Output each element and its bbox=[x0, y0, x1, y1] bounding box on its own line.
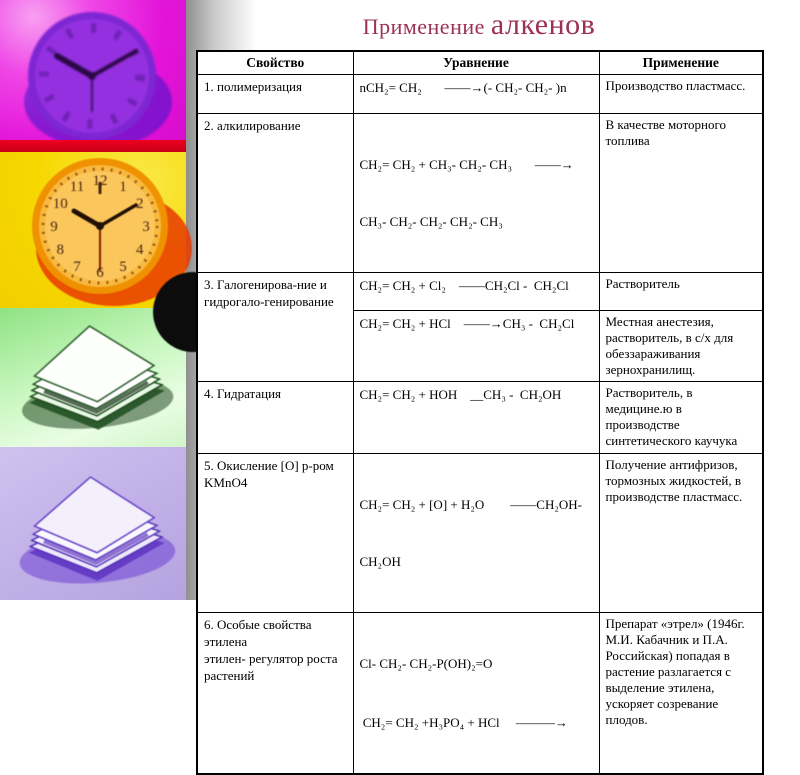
equation-line: Cl- CH₂- CH₂-P(OH)₂=O bbox=[359, 655, 493, 671]
application-cell: В качестве моторного топлива bbox=[599, 113, 763, 272]
table-row bbox=[197, 381, 763, 453]
alkenes-table bbox=[196, 50, 764, 775]
property-cell: 4. Гидратация bbox=[197, 381, 353, 453]
table-row bbox=[197, 113, 763, 272]
title-part-2: алкенов bbox=[490, 8, 596, 41]
equation-line: CH₂= CH₂ +H₃PO₄ + HCl ———→ bbox=[359, 714, 568, 730]
application-cell: Местная анестезия, растворитель, в с/х для обеззараживания зернохранилищ. bbox=[599, 310, 763, 381]
equation-line: CH₂= CH₂ + Cl₂ ——CH₂Cl - CH₂Cl bbox=[359, 277, 569, 293]
equation-cell bbox=[353, 74, 599, 113]
svg-text:8: 8 bbox=[56, 242, 64, 258]
property-cell bbox=[197, 612, 353, 774]
table-row bbox=[197, 453, 763, 612]
equation-cell bbox=[353, 453, 599, 612]
property-cell: 1. полимеризация bbox=[197, 74, 353, 113]
equation-cell bbox=[353, 612, 599, 774]
svg-text:1: 1 bbox=[119, 179, 127, 196]
property-cell: 2. алкилирование bbox=[197, 113, 353, 272]
equation-cell bbox=[353, 310, 599, 381]
paper-stack-icon bbox=[0, 447, 186, 600]
svg-text:11: 11 bbox=[69, 179, 85, 196]
application-cell: Растворитель, в медицине.ю в производстве синтетического каучука bbox=[599, 381, 763, 453]
property-cell: 5. Окисление [O] р-ром KMnO4 bbox=[197, 453, 353, 612]
table-header-row bbox=[197, 51, 763, 74]
svg-text:9: 9 bbox=[50, 219, 58, 235]
sidebar-image-papers-purple bbox=[0, 447, 186, 600]
svg-text:6: 6 bbox=[96, 265, 104, 281]
equation-line: CH₂OH bbox=[359, 553, 401, 569]
svg-text:4: 4 bbox=[136, 242, 144, 258]
equation-cell bbox=[353, 113, 599, 272]
column-header-equation: Уравнение bbox=[353, 51, 599, 74]
svg-text:10: 10 bbox=[52, 196, 68, 212]
application-cell: Получение антифризов, тормозных жидкостей, в производстве пластмасс. bbox=[599, 453, 763, 612]
equation-line: nCH₂= CH₂ ——→(- CH₂- CH₂- )n bbox=[359, 79, 567, 95]
application-cell: Препарат «этрел» (1946г. М.И. Кабачник и П.А. Российская) попадая в растение разлагается с выделение этилена, ускоряет созревание плодов. bbox=[599, 612, 763, 774]
equation-line: CH₂= CH₂ + HCl ——→CH₃ - CH₂Cl bbox=[359, 315, 575, 331]
svg-text:2: 2 bbox=[136, 196, 144, 212]
property-line: 6. Особые свойства этилена bbox=[204, 616, 312, 649]
sidebar-image-papers-green bbox=[0, 308, 186, 447]
column-header-property: Свойство bbox=[197, 51, 353, 74]
column-header-application: Применение bbox=[599, 51, 763, 74]
sidebar-image-strip bbox=[0, 0, 186, 600]
application-cell: Растворитель bbox=[599, 272, 763, 310]
equation-cell bbox=[353, 381, 599, 453]
page-title bbox=[196, 8, 762, 42]
table-row bbox=[197, 272, 763, 310]
table-row bbox=[197, 74, 763, 113]
sidebar-image-clock-orange bbox=[0, 152, 186, 308]
equation-line: CH₂= CH₂ + CH₃- CH₂- CH₃ ——→ bbox=[359, 156, 574, 172]
sidebar-image-clock-magenta bbox=[0, 0, 186, 140]
equation-line: CH₃- CH₂- CH₂- CH₂- CH₃ bbox=[359, 213, 503, 229]
svg-text:7: 7 bbox=[73, 258, 81, 275]
title-part-1: Применение bbox=[362, 14, 491, 39]
svg-text:12: 12 bbox=[92, 173, 108, 189]
equation-line: CH₂= CH₂ + [O] + H₂O ——CH₂OH- bbox=[359, 496, 582, 512]
paper-stack-icon bbox=[0, 308, 186, 447]
red-stripe bbox=[0, 140, 186, 152]
application-cell: Производство пластмасс. bbox=[599, 74, 763, 113]
table-row bbox=[197, 612, 763, 774]
clock-icon bbox=[0, 152, 186, 308]
property-cell: 3. Галогенирова-ние и гидрогало-генирование bbox=[197, 272, 353, 381]
equation-cell bbox=[353, 272, 599, 310]
svg-text:5: 5 bbox=[119, 258, 127, 275]
svg-text:3: 3 bbox=[142, 219, 150, 235]
property-line: этилен- регулятор роста растений bbox=[204, 650, 338, 683]
clock-icon bbox=[0, 0, 186, 140]
equation-line: CH₂= CH₂ + HOH __CH₃ - CH₂OH bbox=[359, 386, 562, 402]
